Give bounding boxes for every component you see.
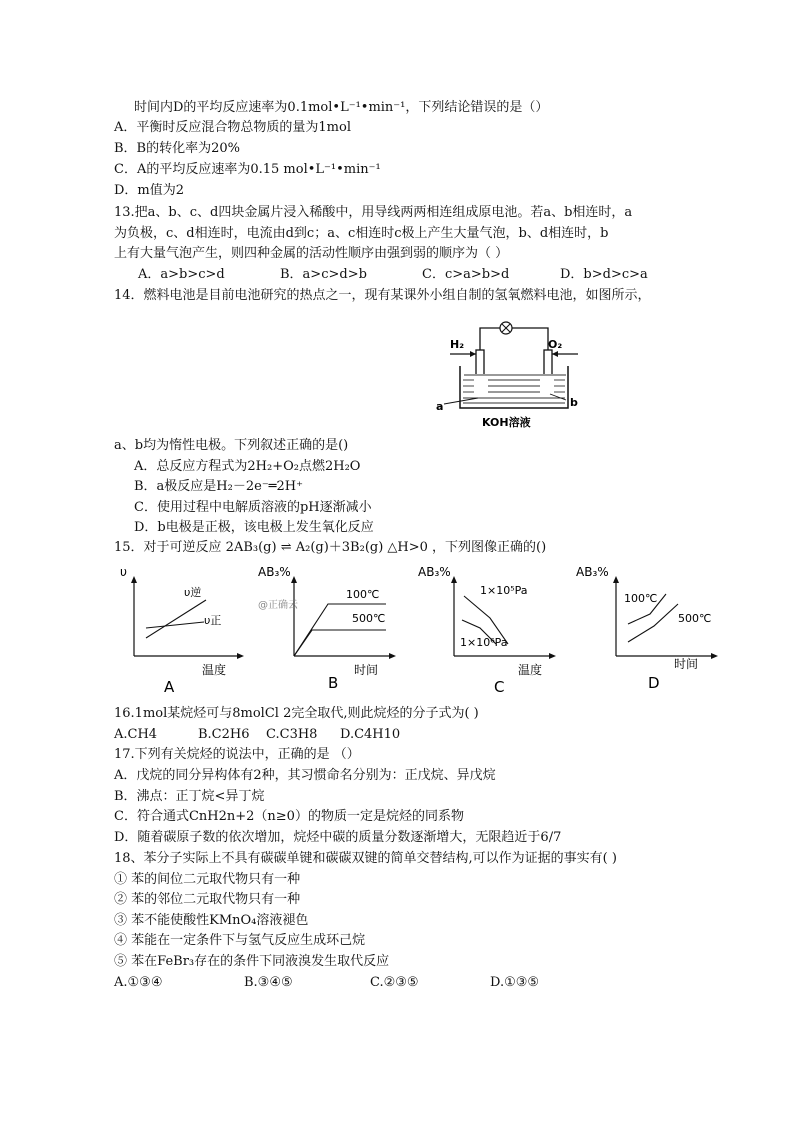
q18-option-c: C.②③⑤ [370, 975, 419, 990]
chart-c-x-label: 温度 [518, 663, 543, 677]
electrode-a-label: a [436, 400, 444, 413]
q15-stem: 15．对于可逆反应 2AB₃(g) ⇌ A₂(g)＋3B₂(g) △H>0 ，下列图像正确的() [114, 540, 547, 555]
chart-c-y-label: AB₃% [418, 565, 451, 579]
q15-chart-c [412, 560, 562, 700]
chart-b-y-label: AB₃% [258, 565, 291, 579]
q18-fact-3: ③ 苯不能使酸性KMnO₄溶液褪色 [114, 913, 309, 928]
q12-option-c: C．A的平均反应速率为0.15 mol•L⁻¹•min⁻¹ [114, 162, 381, 177]
q15-chart-d [574, 560, 724, 700]
q17-stem: 17.下列有关烷烃的说法中，正确的是 （） [114, 747, 360, 762]
chart-d-caption: D [648, 674, 660, 692]
chart-a-y-label: υ [120, 565, 127, 579]
chart-b-caption: B [328, 674, 339, 692]
q12-stem: 时间内D的平均反应速率为0.1mol•L⁻¹•min⁻¹，下列结论错误的是（） [134, 100, 549, 115]
q18-stem: 18、苯分子实际上不具有碳碳单键和碳碳双键的简单交替结构,可以作为证据的事实有( ) [114, 851, 617, 866]
q17-option-b: B．沸点：正丁烷<异丁烷 [114, 789, 265, 804]
q17-option-d: D．随着碳原子数的依次增加，烷烃中碳的质量分数逐渐增大，无限趋近于6/7 [114, 830, 562, 845]
q16-option-a: A.CH4 [114, 727, 158, 742]
q16-stem: 16.1mol某烷烃可与8molCl 2完全取代,则此烷烃的分子式为( ) [114, 706, 479, 721]
chart-d-series-2: 500℃ [678, 612, 712, 625]
chart-a-series-1: υ逆 [184, 586, 202, 599]
q13-line-1: 13.把a、b、c、d四块金属片浸入稀酸中，用导线两两相连组成原电池。若a、b相连时，a [114, 205, 633, 220]
chart-a-series-2: υ正 [204, 614, 222, 627]
chart-d-y-label: AB₃% [576, 565, 609, 579]
koh-solution-label: KOH溶液 [482, 416, 531, 429]
chart-b-x-label: 时间 [354, 663, 379, 677]
chart-a-curve-reverse [146, 600, 206, 638]
q12-option-b: B．B的转化率为20% [114, 141, 241, 156]
q14-stem2: a、b均为惰性电极。下列叙述正确的是() [114, 438, 349, 453]
q14-option-a: A．总反应方程式为2H₂+O₂点燃2H₂O [134, 459, 361, 474]
q17-option-a: A．戊烷的同分异构体有2种，其习惯命名分别为：正戊烷、异戊烷 [114, 768, 496, 783]
q18-option-a: A.①③④ [114, 975, 163, 990]
o2-label: O₂ [548, 338, 563, 351]
q14-option-c: C．使用过程中电解质溶液的pH逐渐减小 [134, 500, 372, 515]
watermark: @正确云 [258, 600, 298, 611]
q18-option-b: B.③④⑤ [244, 975, 293, 990]
fuel-cell-diagram [430, 312, 590, 432]
q13-option-c: C．c>a>b>d [422, 267, 510, 282]
q12-option-d: D．m值为2 [114, 183, 185, 198]
q13-option-b: B．a>c>d>b [280, 267, 367, 282]
q13-option-d: D．b>d>c>a [560, 267, 648, 282]
chart-d-series-1: 100℃ [624, 592, 658, 605]
q13-option-a: A．a>b>c>d [138, 267, 225, 282]
q18-fact-2: ② 苯的邻位二元取代物只有一种 [114, 892, 301, 907]
q17-option-c: C．符合通式CnH2n+2（n≥0）的物质一定是烷烃的同系物 [114, 809, 464, 824]
q15-chart-b [250, 560, 400, 700]
q18-option-d: D.①③⑤ [490, 975, 540, 990]
chart-c-caption: C [494, 678, 505, 696]
electrode-b-label: b [570, 396, 578, 409]
chart-c-series-2: 1×10⁶Pa [460, 636, 508, 649]
q18-fact-4: ④ 苯能在一定条件下与氢气反应生成环己烷 [114, 933, 366, 948]
q18-fact-1: ① 苯的间位二元取代物只有一种 [114, 872, 301, 887]
chart-a-x-label: 温度 [202, 663, 227, 677]
q18-fact-5: ⑤ 苯在FeBr₃存在的条件下同液溴发生取代反应 [114, 954, 390, 969]
chart-a-curve-forward [146, 622, 204, 628]
q16-option-b: B.C2H6 [198, 727, 250, 742]
q13-line-2: 为负极，c、d相连时，电流由d到c；a、c相连时c极上产生大量气泡，b、d相连时，b [114, 226, 609, 241]
q16-option-d: D.C4H10 [340, 727, 401, 742]
q14-option-b: B．a极反应是H₂－2e⁻═2H⁺ [134, 479, 303, 494]
chart-b-series-2: 500℃ [352, 612, 386, 625]
chart-c-series-1: 1×10⁵Pa [480, 584, 528, 597]
h2-label: H₂ [450, 338, 465, 351]
chart-b-series-1: 100℃ [346, 588, 380, 601]
bulb-icon [500, 322, 512, 334]
chart-a-caption: A [164, 678, 175, 696]
q14-stem: 14．燃料电池是目前电池研究的热点之一，现有某课外小组自制的氢氧燃料电池，如图所示， [114, 288, 651, 303]
q15-chart-a [110, 560, 250, 700]
q13-line-3: 上有大量气泡产生，则四种金属的活动性顺序由强到弱的顺序为（ ） [114, 246, 509, 261]
q14-option-d: D．b电极是正极，该电极上发生氧化反应 [134, 520, 374, 535]
q12-option-a: A．平衡时反应混合物总物质的量为1mol [114, 120, 351, 135]
chart-d-x-label: 时间 [674, 657, 699, 671]
q16-option-c: C.C3H8 [266, 727, 318, 742]
